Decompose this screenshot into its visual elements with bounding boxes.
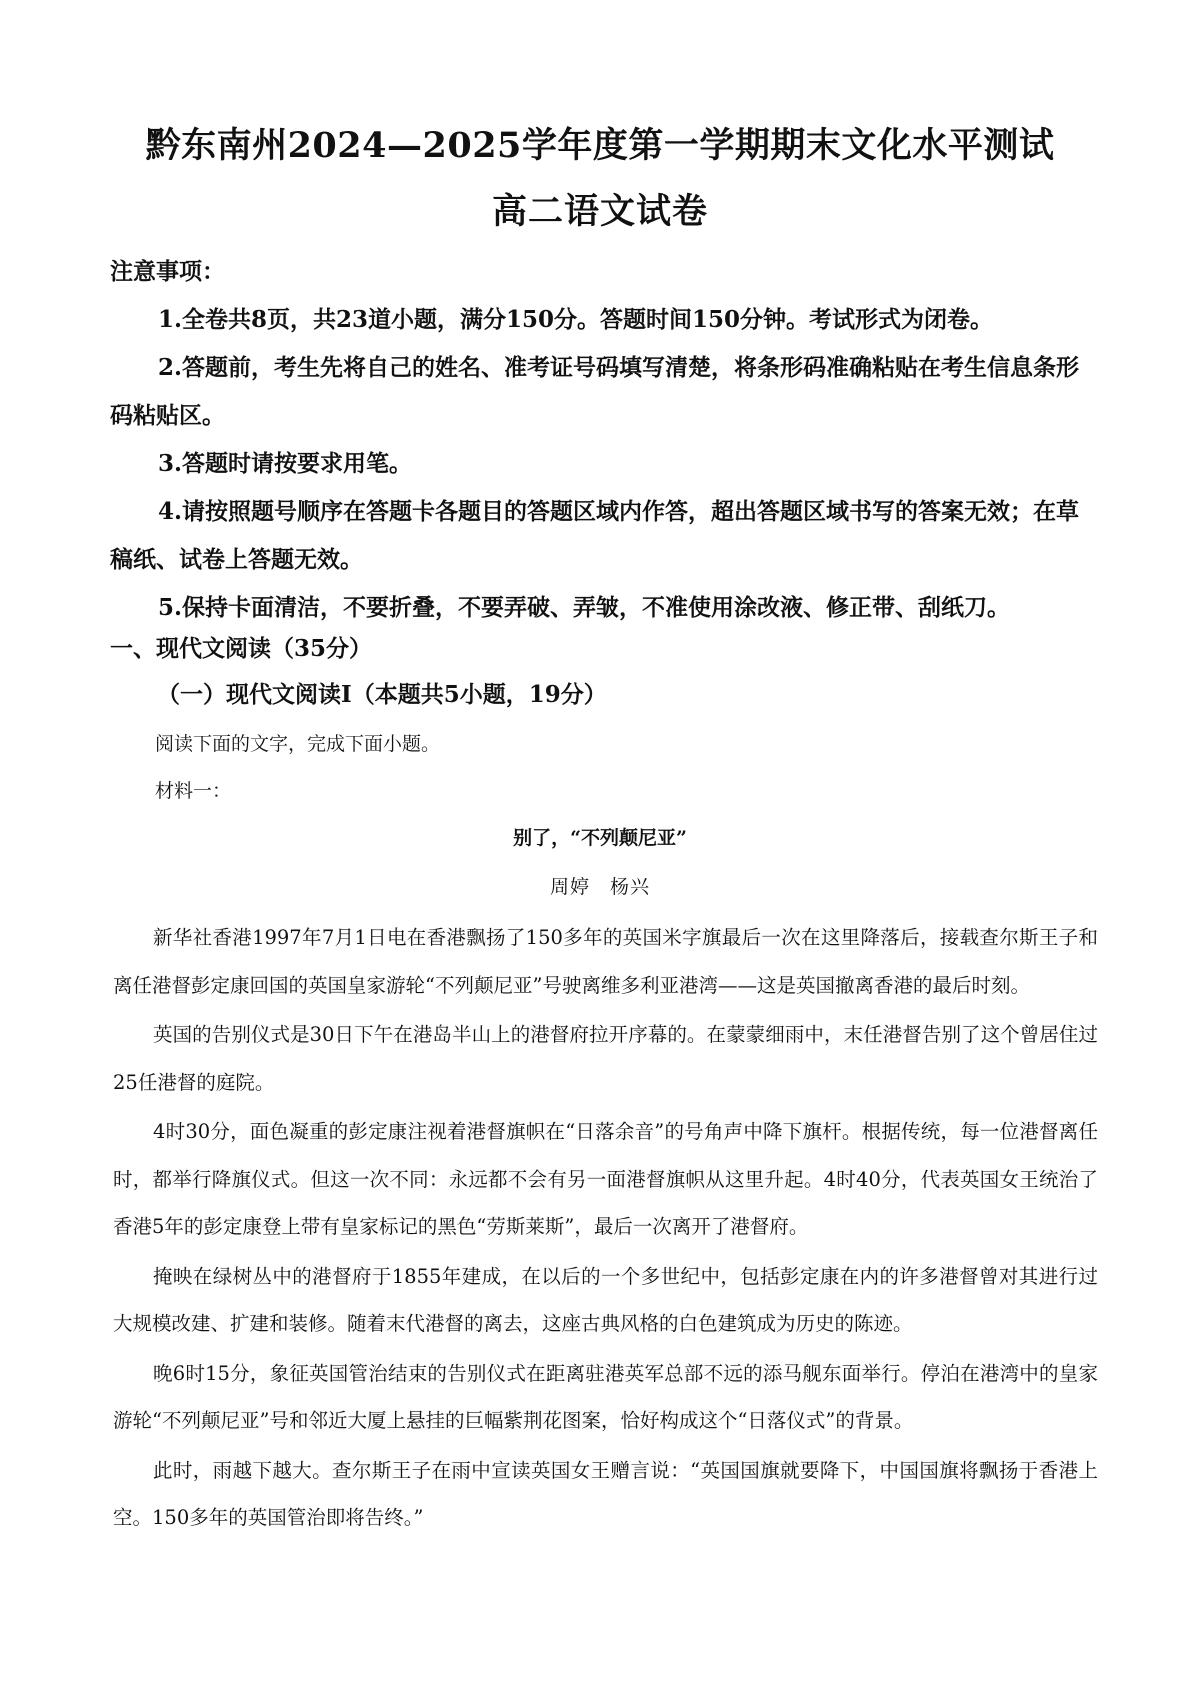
article-paragraph: 新华社香港1997年7月1日电在香港飘扬了150多年的英国米字旗最后一次在这里降落后，接载查尔斯王子和离任港督彭定康回国的英国皇家游轮“不列颠尼亚”号驶离维多利亚港湾——这是英国撤离香港的最后时刻。 <box>113 926 1098 997</box>
notes-item: 2.答题前，考生先将自己的姓名、准考证号码填写清楚，将条形码准确粘贴在考生信息条形码粘贴区。 <box>110 354 1080 429</box>
section-heading: 一、现代文阅读（35分） <box>110 635 373 662</box>
notes-item: 3.答题时请按要求用笔。 <box>158 450 413 477</box>
notes-item: 1.全卷共8页，共23道小题，满分150分。答题时间150分钟。考试形式为闭卷。 <box>158 306 994 333</box>
article-authors: 周婷 杨兴 <box>549 876 650 898</box>
article-paragraph: 英国的告别仪式是30日下午在港岛半山上的港督府拉开序幕的。在蒙蒙细雨中，末任港督告别了这个曾居住过25任港督的庭院。 <box>113 1023 1098 1094</box>
notes-heading: 注意事项： <box>110 258 225 285</box>
reading-instruction: 阅读下面的文字，完成下面小题。 <box>155 733 441 755</box>
page-subtitle: 高二语文试卷 <box>491 191 708 232</box>
notes-item: 5.保持卡面清洁，不要折叠，不要弄破、弄皱，不准使用涂改液、修正带、刮纸刀。 <box>158 594 1011 621</box>
notes-item: 4.请按照题号顺序在答题卡各题目的答题区域内作答，超出答题区域书写的答案无效；在草稿纸、试卷上答题无效。 <box>110 498 1080 573</box>
article-title: 别了，“不列颠尼亚” <box>513 827 687 849</box>
notes-block <box>110 248 1095 632</box>
article-paragraph: 掩映在绿树丛中的港督府于1855年建成，在以后的一个多世纪中，包括彭定康在内的许多港督曾对其进行过大规模改建、扩建和装修。随着末代港督的离去，这座古典风格的白色建筑成为历史的陈迹。 <box>113 1264 1098 1335</box>
article-paragraph: 此时，雨越下越大。查尔斯王子在雨中宣读英国女王赠言说：“英国国旗就要降下，中国国旗将飘扬于香港上空。150多年的英国管治即将告终。” <box>113 1458 1098 1529</box>
article-paragraph: 4时30分，面色凝重的彭定康注视着港督旗帜在“日落余音”的号角声中降下旗杆。根据传统，每一位港督离任时，都举行降旗仪式。但这一次不同：永远都不会有另一面港督旗帜从这里升起。4时40分，代表英国女王统治了香港5年的彭定康登上带有皇家标记的黑色“劳斯莱斯”，最后一次离开了港督府。 <box>113 1120 1098 1238</box>
article-body <box>113 914 1098 1544</box>
material-label: 材料一： <box>155 780 232 802</box>
article-paragraph: 晚6时15分，象征英国管治结束的告别仪式在距离驻港英军总部不远的添马舰东面举行。停泊在港湾中的皇家游轮“不列颠尼亚”号和邻近大厦上悬挂的巨幅紫荆花图案，恰好构成这个“日落仪式”的背景。 <box>113 1361 1098 1432</box>
page-title: 黔东南州2024—2025学年度第一学期期末文化水平测试 <box>145 125 1055 166</box>
section-subheading: （一）现代文阅读Ⅰ（本题共5小题，19分） <box>157 681 607 708</box>
